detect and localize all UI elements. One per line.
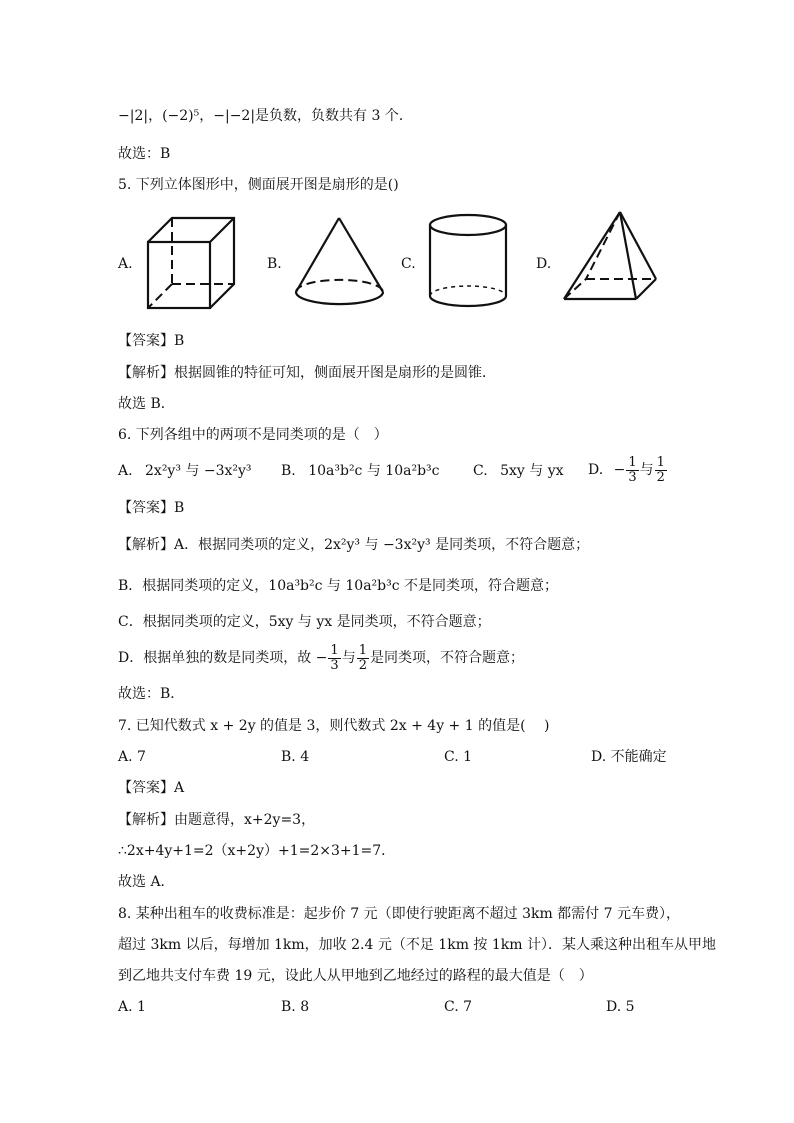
q6-option-c-expr: 5xy 与 yx xyxy=(500,463,564,479)
q7-option-a: A. 7 xyxy=(118,749,146,765)
frac-denominator: 3 xyxy=(628,469,637,485)
q7-choose: 故选 A． xyxy=(118,874,175,890)
q6-option-a-label: A. xyxy=(118,463,133,479)
q6-option-b-expr: 10a³b²c 与 10a²b³c xyxy=(308,463,440,479)
q6-analysis-a: 【解析】A．根据同类项的定义，2x²y³ 与 −3x²y³ 是同类项，不符合题意； xyxy=(118,537,590,553)
q6-option-c-label: C. xyxy=(473,463,488,479)
frac-numerator: 1 xyxy=(358,642,367,658)
q6-option-d-label: D. xyxy=(588,462,604,478)
frac-denominator: 2 xyxy=(358,657,367,673)
q6-stem: 6. 下列各组中的两项不是同类项的是（ ） xyxy=(118,427,388,443)
q6-option-d-sign: − xyxy=(613,462,626,478)
q6-analysis-c: C．根据同类项的定义，5xy 与 yx 是同类项，不符合题意； xyxy=(118,614,491,630)
q6-analysis-frac1 xyxy=(328,644,340,673)
cone-figure xyxy=(290,210,395,310)
q6-option-d-mid: 与 xyxy=(639,462,654,478)
q7-analysis-1: 【解析】由题意得，x+2y=3， xyxy=(118,812,316,828)
q7-option-d: D. 不能确定 xyxy=(591,749,667,765)
q5-label-d: D. xyxy=(536,256,552,272)
q8-option-d: D. 5 xyxy=(606,999,635,1015)
q6-option-b xyxy=(281,461,439,481)
q6-analysis-d-post: 是同类项，不符合题意； xyxy=(369,650,524,666)
q7-stem: 7. 已知代数式 x + 2y 的值是 3，则代数式 2x + 4y + 1 的值是( ) xyxy=(118,718,550,734)
q5-label-b: B. xyxy=(267,256,282,272)
q6-option-d-frac1 xyxy=(626,456,638,485)
q6-analysis-b: B．根据同类项的定义，10a³b²c 与 10a²b³c 不是同类项，符合题意； xyxy=(118,578,559,594)
cylinder-figure xyxy=(422,208,517,313)
q5-analysis: 【解析】根据圆锥的特征可知，侧面展开图是扇形的是圆锥． xyxy=(118,365,496,381)
q6-option-a xyxy=(118,461,252,481)
q6-analysis-d-pre: D．根据单独的数是同类项，故 − xyxy=(118,650,328,666)
q6-analysis-frac2 xyxy=(357,644,369,673)
q6-choose: 故选：B． xyxy=(118,686,185,702)
q7-option-b: B. 4 xyxy=(281,749,310,765)
q7-answer: 【答案】A xyxy=(118,780,185,796)
frac-numerator: 1 xyxy=(330,642,339,658)
q8-line-3: 到乙地共支付车费 19 元，设此人从甲地到乙地经过的路程的最大值是（ ） xyxy=(118,968,593,984)
frac-denominator: 2 xyxy=(656,469,665,485)
q5-label-a: A. xyxy=(118,256,133,272)
frac-denominator: 3 xyxy=(330,657,339,673)
q5-answer: 【答案】B xyxy=(118,333,185,349)
q6-option-d-frac2 xyxy=(655,456,667,485)
cube-figure xyxy=(140,210,240,315)
q7-analysis-2: ∴2x+4y+1=2（x+2y）+1=2×3+1=7． xyxy=(118,843,396,859)
q4-line: −|2|，(−2)⁵，−|−2|是负数，负数共有 3 个． xyxy=(118,108,413,124)
q7-option-c: C. 1 xyxy=(444,749,473,765)
q5-choose: 故选 B． xyxy=(118,396,175,412)
frac-numerator: 1 xyxy=(628,454,637,470)
frac-numerator: 1 xyxy=(656,454,665,470)
q6-analysis-d xyxy=(118,643,524,673)
q8-line-2: 超过 3km 以后，每增加 1km，加收 2.4 元（不足 1km 按 1km 计）．某人乘这种出租车从甲地 xyxy=(118,937,716,953)
q6-option-a-expr: 2x²y³ 与 −3x²y³ xyxy=(145,463,252,479)
q8-option-b: B. 8 xyxy=(281,999,310,1015)
pyramid-figure xyxy=(558,206,663,306)
q6-answer: 【答案】B xyxy=(118,500,185,516)
q4-choose: 故选：B xyxy=(118,146,171,162)
q8-option-a: A. 1 xyxy=(118,999,146,1015)
q6-analysis-d-mid: 与 xyxy=(341,650,356,666)
q6-option-d xyxy=(588,455,668,485)
q6-option-b-label: B. xyxy=(281,463,296,479)
q6-option-c xyxy=(473,461,564,481)
q5-stem: 5. 下列立体图形中，侧面展开图是扇形的是() xyxy=(118,177,399,193)
q8-option-c: C. 7 xyxy=(444,999,473,1015)
q5-label-c: C. xyxy=(401,256,416,272)
q8-line-1: 8. 某种出租车的收费标准是：起步价 7 元（即使行驶距离不超过 3km 都需付 7 元车费）， xyxy=(118,906,680,922)
